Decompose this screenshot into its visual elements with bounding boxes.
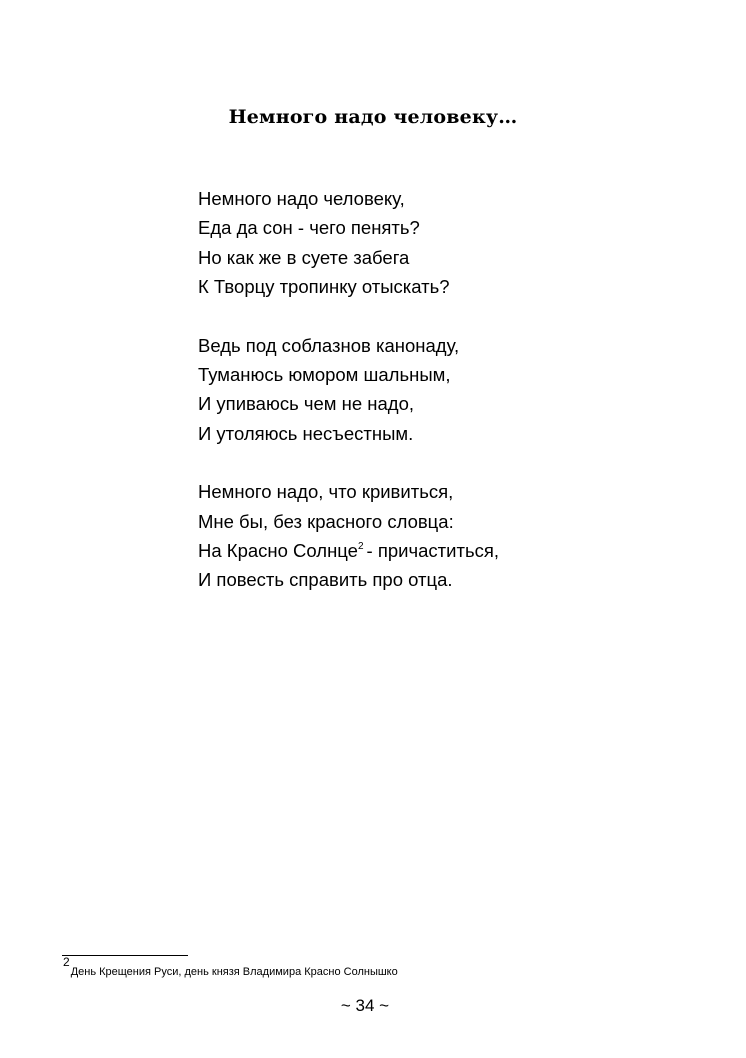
poem-line: И упиваюсь чем не надо,	[198, 393, 415, 415]
poem-line: И повесть справить про отца.	[198, 569, 453, 591]
poem-line: Туманюсь юмором шальным,	[198, 363, 451, 385]
poem-title: Немного надо человеку…	[228, 106, 518, 128]
line-text: - причаститься,	[366, 539, 499, 561]
footnote-reference[interactable]: 2	[357, 540, 364, 552]
poem-line-with-footnote	[198, 536, 499, 565]
poem-line: Немного надо, что кривиться,	[198, 481, 454, 503]
poem-line: Немного надо человеку,	[198, 188, 405, 209]
footnote	[63, 955, 398, 978]
footnote-text: День Крещения Руси, день князя Владимира Красно Солнышко	[70, 966, 398, 978]
stanza-1	[198, 184, 499, 301]
poem-line: Но как же в суете забега	[198, 246, 410, 268]
poem-line: И утоляюсь несъестным.	[198, 422, 414, 444]
stanza-2	[198, 331, 499, 448]
line-text: На Красно Солнце	[198, 539, 358, 561]
poem-line: К Творцу тропинку отыскать?	[198, 275, 450, 297]
footnote-marker: 2	[63, 955, 70, 969]
stanza-gap	[198, 448, 499, 478]
stanza-3	[198, 477, 499, 594]
poem-line: Еда да сон - чего пенять?	[198, 217, 420, 239]
poem-line: Ведь под соблазнов канонаду,	[198, 334, 460, 356]
stanza-gap	[198, 301, 499, 331]
page-number: ~ 34 ~	[340, 996, 390, 1015]
poem-line: Мне бы, без красного словца:	[198, 510, 454, 532]
poem-body	[198, 184, 499, 595]
